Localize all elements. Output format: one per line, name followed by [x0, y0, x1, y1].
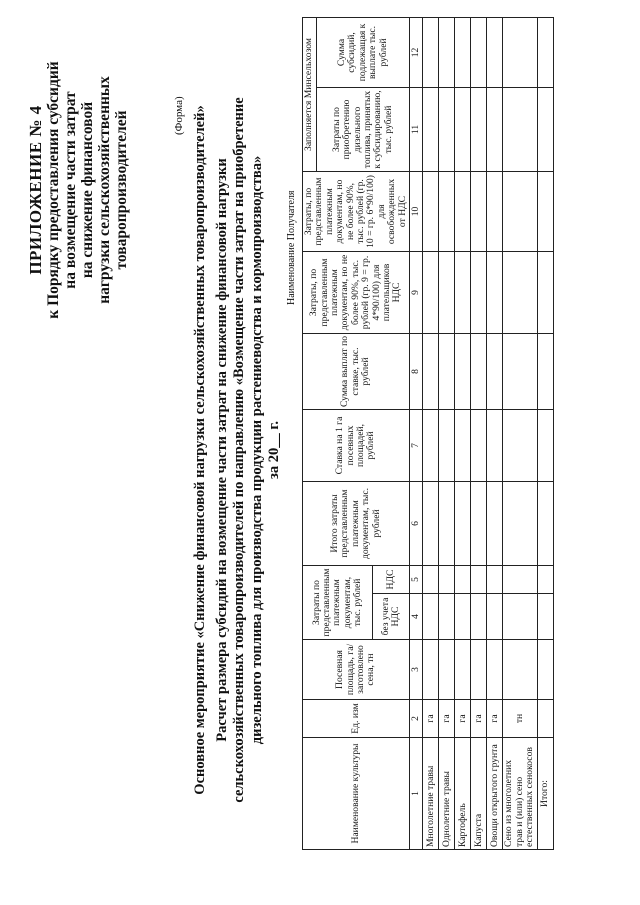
crop-name: Однолетние травы	[439, 738, 455, 850]
table-row	[423, 17, 439, 849]
column-numbers-row	[410, 17, 423, 849]
column-number: 5	[410, 565, 423, 593]
col-header-area: Посевная площадь, га/ заготовлено сена, тн	[303, 640, 410, 700]
col-header-ministry: Заполняется Минсельхозом	[303, 17, 317, 171]
appendix-header	[27, 20, 130, 360]
crop-name: Капуста	[471, 738, 487, 850]
period-line: за 20__ г.	[266, 421, 282, 479]
recipient-label: Наименование Получателя	[286, 190, 297, 305]
appendix-title: ПРИЛОЖЕНИЕ № 4	[26, 105, 45, 275]
subtitle-line: Расчет размера субсидий на возмещение части затрат на снижение финансовой нагрузки	[213, 158, 230, 742]
col-header-unit: Ед. изм	[303, 700, 410, 738]
column-number: 11	[410, 87, 423, 171]
appendix-line: к Порядку предоставления субсидий	[45, 61, 62, 319]
col-header-vat-exempt: Затраты, по представленным платежным документам, но не более 90%, тыс. рублей (гр. 10 = гр. 6*90/100) для освобожденных от НДС	[303, 171, 410, 251]
appendix-line: нагрузки сельскохозяйственных	[96, 76, 113, 304]
unit-cell: га	[455, 700, 471, 738]
col-header-crop: Наименование культуры	[303, 738, 410, 850]
table-row	[439, 17, 455, 849]
subsidy-table	[302, 17, 554, 850]
column-number: 8	[410, 333, 423, 409]
column-number: 3	[410, 640, 423, 700]
crop-name: Овощи открытого грунта	[487, 738, 503, 850]
column-number: 1	[410, 738, 423, 850]
col-header-total: Итого затраты представленным платежным документам, тыс. рублей	[303, 481, 410, 565]
unit-cell: га	[487, 700, 503, 738]
unit-cell: га	[471, 700, 487, 738]
unit-cell: тн	[503, 700, 537, 738]
table-row	[503, 17, 537, 849]
col-header-without-vat: без учета НДС	[373, 594, 410, 640]
subtitle-line: сельскохозяйственных товаропроизводителей по направлению «Возмещение части затрат на приобретение	[231, 97, 247, 803]
appendix-line: на возмещение части затрат	[62, 91, 79, 289]
crop-name: Сено из многолетних трав и (или) сено естественных сенокосов	[503, 738, 537, 850]
col-header-vat-payers: Затраты, по представленным платежным документам, но не более 90%, тыс. рублей (гр. 9 = гр. 4*90/100) для плательщиков НДС	[303, 251, 410, 333]
main-title: Основное мероприятие «Снижение финансовой нагрузки сельскохозяйственных товаропроизводителей»	[192, 105, 208, 795]
group-header-row	[303, 17, 317, 849]
unit-cell: га	[423, 700, 439, 738]
col-header-costs: Затраты по представленным платежным документам, тыс. рублей	[303, 565, 373, 639]
unit-cell	[537, 700, 553, 738]
col-header-accepted-costs: Затраты по приобретению дизельного топлива, принятых к субсидированию, тыс. рублей	[317, 87, 410, 171]
appendix-line: на снижение финансовой	[79, 101, 96, 279]
col-header-subsidy: Сумма субсидий, подлежащая к выплате тыс. рублей	[317, 17, 410, 87]
col-header-payment: Сумма выплат по ставке, тыс. рублей	[303, 333, 410, 409]
crop-name: Многолетние травы	[423, 738, 439, 850]
column-number: 6	[410, 481, 423, 565]
col-header-rate: Ставка на 1 га посевных площадей, рублей	[303, 409, 410, 481]
column-number: 4	[410, 594, 423, 640]
crop-name: Картофель	[455, 738, 471, 850]
col-header-vat: НДС	[373, 565, 410, 593]
total-label: Итого:	[537, 738, 553, 850]
subtitle-line: дизельного топлива для производства продукции растениеводства и кормопроизводства»	[248, 155, 265, 745]
table-row	[455, 17, 471, 849]
table-row	[471, 17, 487, 849]
document-titles	[192, 35, 284, 865]
appendix-line: товаропроизводителей	[113, 110, 130, 270]
table-row	[487, 17, 503, 849]
total-row	[537, 17, 553, 849]
column-number: 2	[410, 700, 423, 738]
unit-cell: га	[439, 700, 455, 738]
column-number: 10	[410, 171, 423, 251]
column-number: 12	[410, 17, 423, 87]
form-label: (Форма)	[173, 96, 185, 135]
column-number: 9	[410, 251, 423, 333]
column-number: 7	[410, 409, 423, 481]
